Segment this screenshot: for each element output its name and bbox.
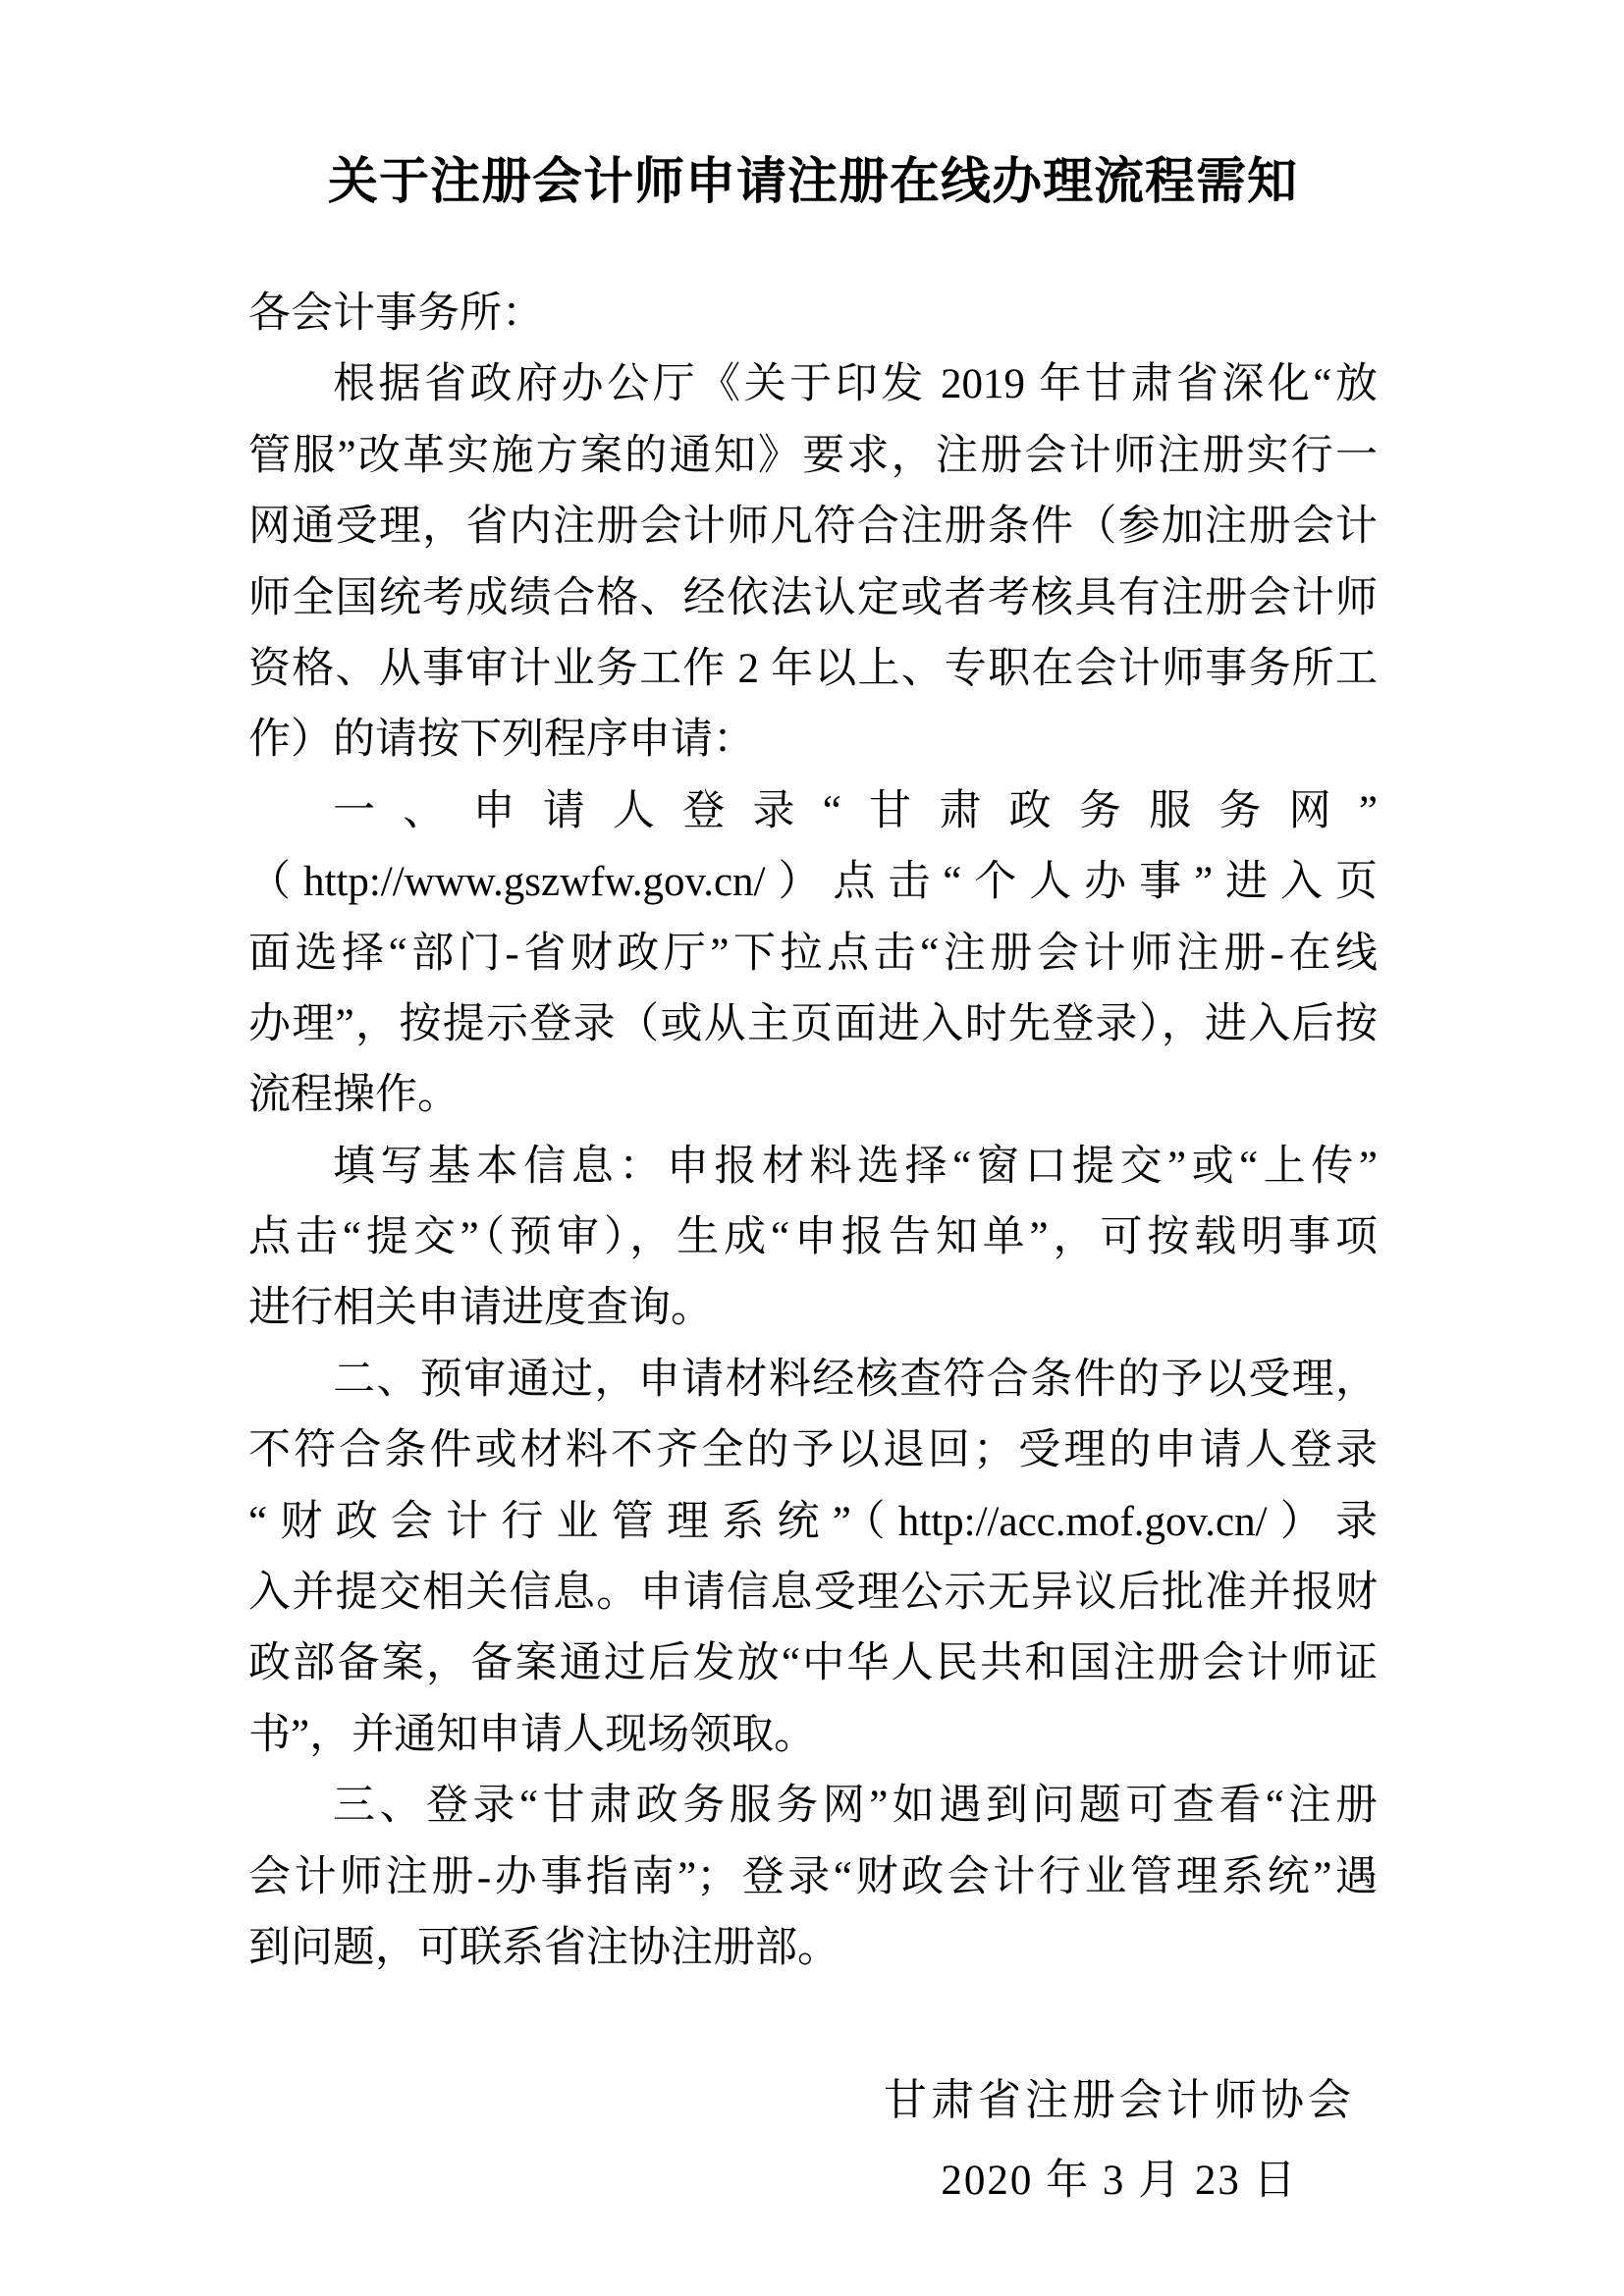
- body-line: 流程操作。: [248, 1072, 460, 1119]
- body-line: 资格、从事审计业务工作 2 年以上、专职在会计师事务所工: [248, 645, 1378, 692]
- body-line: 面选择“部门-省财政厅”下拉点击“注册会计师注册-在线: [248, 930, 1378, 977]
- body-line: 二、预审通过，申请材料经核查符合条件的予以受理，: [333, 1356, 1378, 1403]
- body-line: 一、申请人登录“甘肃政务服务网”: [333, 787, 1378, 834]
- signature-organization: 甘肃省注册会计师协会: [884, 2076, 1355, 2124]
- body-lines: [248, 279, 1378, 1984]
- body-line: 作）的请按下列程序申请：: [248, 717, 755, 764]
- document-title: 关于注册会计师申请注册在线办理流程需知: [327, 155, 1298, 210]
- body-line: （http://www.gszwfw.gov.cn/）点击“个人办事”进入页: [248, 859, 1378, 906]
- body-line: 点击“提交”（预审），生成“申报告知单”，可按载明事项: [248, 1214, 1378, 1261]
- body-line: 不符合条件或材料不齐全的予以退回；受理的申请人登录: [248, 1427, 1378, 1474]
- body-line: 根据省政府办公厅《关于印发 2019 年甘肃省深化“放: [333, 361, 1378, 408]
- body-line: 会计师注册-办事指南”；登录“财政会计行业管理系统”遇: [248, 1853, 1378, 1900]
- body-line: 各会计事务所：: [248, 291, 544, 337]
- body-line: 管服”改革实施方案的通知》要求，注册会计师注册实行一: [248, 432, 1378, 479]
- body-line: 办理”，按提示登录（或从主页面进入时先登录），进入后按: [248, 1000, 1378, 1047]
- body-line: “财政会计行业管理系统”（http://acc.mof.gov.cn/）录: [248, 1498, 1378, 1545]
- body-line: 书”，并通知申请人现场领取。: [248, 1711, 817, 1758]
- body-line: 三、登录“甘肃政务服务网”如遇到问题可查看“注册: [333, 1783, 1378, 1830]
- body-line: 到问题，可联系省注协注册部。: [248, 1924, 839, 1971]
- body-line: 政部备案，备案通过后发放“中华人民共和国注册会计师证: [248, 1640, 1378, 1687]
- body-line: 填写基本信息：申报材料选择“窗口提交”或“上传”: [333, 1143, 1378, 1190]
- signature-date: 2020 年 3 月 23 日: [941, 2158, 1298, 2204]
- body-line: 网通受理，省内注册会计师凡符合注册条件（参加注册会计: [248, 504, 1378, 551]
- signature-block: [825, 2065, 1414, 2216]
- body-line: 师全国统考成绩合格、经依法认定或者考核具有注册会计师: [248, 574, 1378, 621]
- body-line: 入并提交相关信息。申请信息受理公示无异议后批准并报财: [248, 1570, 1378, 1617]
- body-line: 进行相关申请进度查询。: [248, 1285, 713, 1332]
